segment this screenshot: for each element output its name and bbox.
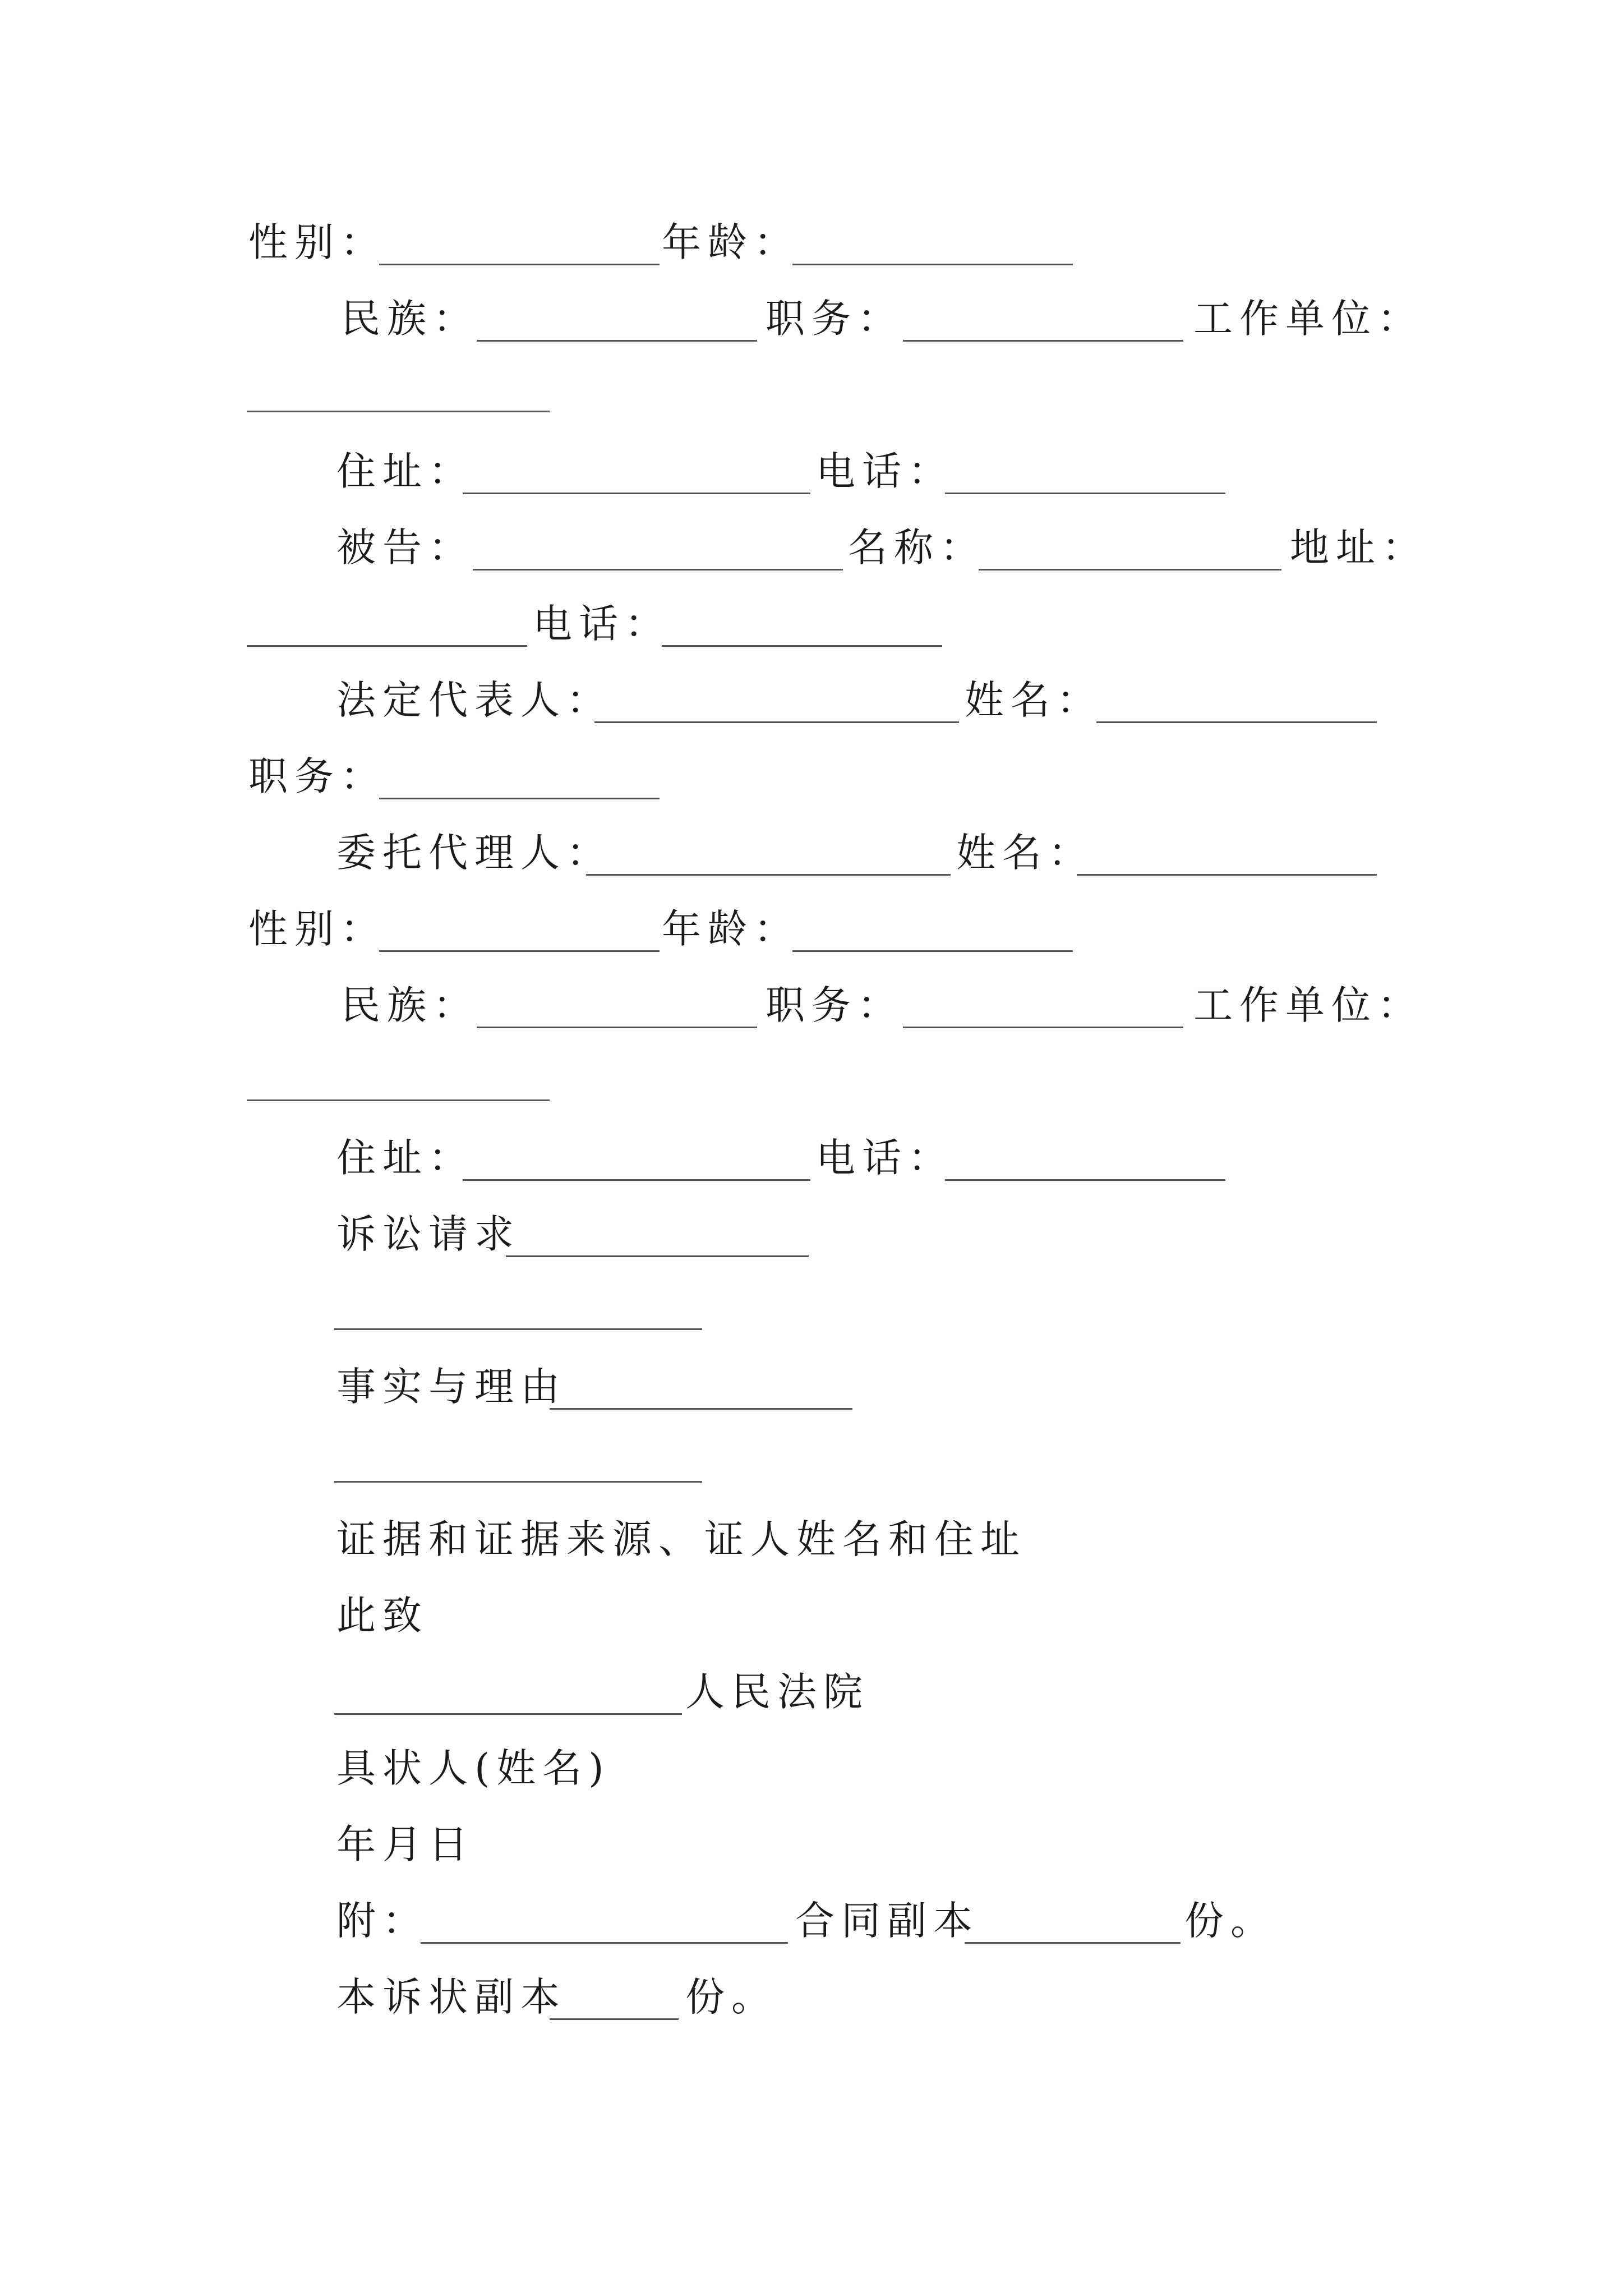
defendant-blank[interactable] xyxy=(473,569,843,570)
row-ethnicity-position-1 xyxy=(0,285,1623,352)
agent-age-label: 年龄： xyxy=(662,906,800,952)
copies-unit-2: 份。 xyxy=(685,1974,777,2020)
ethnicity-label: 民族： xyxy=(341,296,479,342)
defendant-address-blank[interactable] xyxy=(247,645,527,647)
attach-blank[interactable] xyxy=(421,1942,788,1944)
row-employer-blank-1 xyxy=(0,359,1623,426)
ethnicity-blank[interactable] xyxy=(477,340,757,342)
defendant-address-label: 地址： xyxy=(1290,524,1428,570)
row-gender-age-2 xyxy=(0,895,1623,963)
salutation: 此致 xyxy=(336,1593,428,1639)
address-label: 住址： xyxy=(336,448,474,494)
agent-address-blank[interactable] xyxy=(463,1179,810,1181)
position-blank[interactable] xyxy=(903,340,1183,342)
phone-blank[interactable] xyxy=(945,493,1225,494)
row-salutation xyxy=(0,1582,1623,1649)
agent-position-blank[interactable] xyxy=(903,1027,1183,1028)
defendant-phone-label: 电话： xyxy=(533,601,671,647)
agent-phone-label: 电话： xyxy=(816,1135,954,1181)
row-facts xyxy=(0,1353,1623,1420)
claims-blank[interactable] xyxy=(506,1255,809,1257)
row-court xyxy=(0,1658,1623,1726)
complaint-copy-label: 本诉状副本 xyxy=(336,1974,566,2020)
row-ethnicity-position-2 xyxy=(0,972,1623,1039)
legal-rep-name-label: 姓名： xyxy=(965,677,1103,723)
age-label: 年龄： xyxy=(662,219,800,265)
row-defendant xyxy=(0,514,1623,581)
court-suffix: 人民法院 xyxy=(685,1669,869,1715)
row-address-phone-1 xyxy=(0,438,1623,505)
legal-rep-label: 法定代表人： xyxy=(336,677,612,723)
agent-label: 委托代理人： xyxy=(336,830,612,876)
row-date xyxy=(0,1811,1623,1878)
row-legal-rep-position xyxy=(0,743,1623,810)
row-claims xyxy=(0,1200,1623,1268)
court-blank[interactable] xyxy=(334,1713,682,1715)
facts-blank[interactable] xyxy=(550,1408,852,1410)
defendant-name-blank[interactable] xyxy=(979,569,1281,570)
row-address-phone-2 xyxy=(0,1124,1623,1191)
agent-phone-blank[interactable] xyxy=(945,1179,1225,1181)
defendant-phone-blank[interactable] xyxy=(662,645,942,647)
address-blank[interactable] xyxy=(463,493,810,494)
claims-label: 诉讼请求 xyxy=(336,1211,520,1257)
legal-rep-blank[interactable] xyxy=(594,721,959,723)
defendant-name-label: 名称： xyxy=(848,524,986,570)
employer-label: 工作单位： xyxy=(1193,296,1423,342)
gender-label: 性别： xyxy=(248,219,386,265)
facts-blank-2[interactable] xyxy=(334,1481,702,1483)
employer-blank[interactable] xyxy=(247,411,550,412)
row-attachment xyxy=(0,1887,1623,1954)
date-label: 年月日 xyxy=(336,1821,474,1867)
agent-gender-label: 性别： xyxy=(248,906,386,952)
agent-age-blank[interactable] xyxy=(792,950,1073,952)
facts-label: 事实与理由 xyxy=(336,1364,566,1410)
row-complaint-copy xyxy=(0,1963,1623,2031)
contract-copy-blank[interactable] xyxy=(965,1942,1181,1944)
agent-employer-blank[interactable] xyxy=(247,1099,550,1101)
agent-gender-blank[interactable] xyxy=(379,950,660,952)
age-blank[interactable] xyxy=(792,264,1073,265)
agent-employer-label: 工作单位： xyxy=(1193,982,1423,1028)
defendant-label: 被告： xyxy=(336,524,474,570)
row-facts-cont xyxy=(0,1429,1623,1497)
contract-copy-label: 合同副本 xyxy=(795,1898,979,1944)
agent-name-label: 姓名： xyxy=(956,830,1094,876)
evidence-label: 证据和证据来源、证人姓名和住址 xyxy=(336,1516,1026,1562)
agent-blank[interactable] xyxy=(586,874,951,876)
row-evidence xyxy=(0,1506,1623,1573)
row-gender-age-1 xyxy=(0,209,1623,276)
copies-unit: 份。 xyxy=(1184,1898,1276,1944)
row-agent xyxy=(0,819,1623,886)
signer-label: 具状人(姓名) xyxy=(336,1745,611,1791)
claims-blank-2[interactable] xyxy=(334,1328,702,1330)
agent-address-label: 住址： xyxy=(336,1135,474,1181)
row-signer xyxy=(0,1734,1623,1802)
legal-rep-name-blank[interactable] xyxy=(1096,721,1377,723)
phone-label: 电话： xyxy=(816,448,954,494)
gender-blank[interactable] xyxy=(379,264,660,265)
legal-rep-position-label: 职务： xyxy=(248,753,386,799)
legal-rep-position-blank[interactable] xyxy=(379,798,660,799)
agent-name-blank[interactable] xyxy=(1077,874,1377,876)
row-claims-cont xyxy=(0,1277,1623,1344)
agent-ethnicity-label: 民族： xyxy=(341,982,479,1028)
complaint-copy-blank[interactable] xyxy=(550,2018,679,2020)
agent-position-label: 职务： xyxy=(766,982,903,1028)
agent-ethnicity-blank[interactable] xyxy=(477,1027,757,1028)
position-label: 职务： xyxy=(766,296,903,342)
row-defendant-phone xyxy=(0,590,1623,657)
row-legal-rep xyxy=(0,666,1623,734)
row-employer-blank-2 xyxy=(0,1048,1623,1115)
attach-label: 附： xyxy=(336,1898,428,1944)
